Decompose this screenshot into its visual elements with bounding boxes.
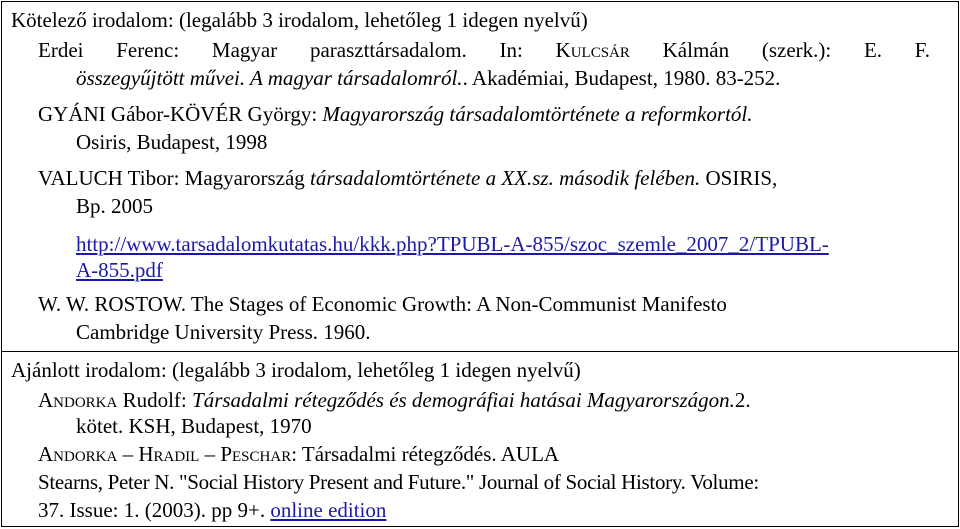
reference-stearns-line1: Stearns, Peter N. "Social History Present and Future." Journal of Social History. Volume: xyxy=(38,470,759,494)
reference-gyani-line2: Osiris, Budapest, 1998 xyxy=(76,130,268,154)
pdf-link[interactable]: http://www.tarsadalomkutatas.hu/kkk.php?TPUBL-A-855/szoc_szemle_2007_2/TPUBL- xyxy=(76,232,829,256)
pdf-link-continued[interactable]: A-855.pdf xyxy=(76,258,163,282)
author-name: Peschar xyxy=(220,442,292,466)
recommended-reading-heading: Ajánlott irodalom: (legalább 3 irodalom, lehetőleg 1 idegen nyelvű) xyxy=(11,358,581,382)
book-title: Magyarország társadalomtörténete a reformkortól. xyxy=(322,102,753,126)
section-divider xyxy=(2,351,958,352)
reference-andorka-hradil-peschar: Andorka – Hradil – Peschar: Társadalmi rétegződés. AULA xyxy=(38,442,560,466)
reference-andorka-line2: kötet. KSH, Budapest, 1970 xyxy=(76,414,312,438)
reference-andorka-line1: Andorka Rudolf: Társadalmi rétegződés és demográfiai hatásai Magyarországon.2. xyxy=(38,388,751,412)
online-edition-link[interactable]: online edition xyxy=(270,498,387,522)
book-title: társadalomtörténete a XX.sz. második felében. xyxy=(310,166,701,190)
author-name: Andorka xyxy=(38,388,118,412)
reference-valuch-line2: Bp. 2005 xyxy=(76,194,154,218)
required-reading-heading: Kötelező irodalom: (legalább 3 irodalom, lehetőleg 1 idegen nyelvű) xyxy=(11,8,588,32)
reference-rostow-line2: Cambridge University Press. 1960. xyxy=(76,320,371,344)
reference-erdei-line2: összegyűjtött művei. A magyar társadalomról.. Akadémiai, Budapest, 1980. 83-252. xyxy=(76,66,781,90)
reference-stearns-line2: 37. Issue: 1. (2003). pp 9+. online edition xyxy=(38,498,387,522)
book-title: összegyűjtött művei. A magyar társadalomról. xyxy=(76,66,463,90)
reference-rostow-line1: W. W. ROSTOW. The Stages of Economic Growth: A Non-Communist Manifesto xyxy=(38,292,727,316)
reference-erdei-line1: Erdei Ferenc: Magyar paraszttársadalom. In: Kulcsár Kálmán (szerk.): E. F. xyxy=(38,38,930,62)
book-title: Társadalmi rétegződés és demográfiai hatásai Magyarországon. xyxy=(192,388,735,412)
reference-valuch-line1: VALUCH Tibor: Magyarország társadalomtörténete a XX.sz. második felében. OSIRIS, xyxy=(38,166,778,190)
reference-url-line1 xyxy=(76,231,829,257)
author-name: Hradil xyxy=(138,442,200,466)
document-page xyxy=(1,1,959,527)
reference-url-line2 xyxy=(76,257,163,283)
author-name: Andorka xyxy=(38,442,118,466)
reference-gyani-line1: GYÁNI Gábor-KÖVÉR György: Magyarország társadalomtörténete a reformkortól. xyxy=(38,102,753,126)
editor-name: Kulcsár xyxy=(555,38,630,62)
